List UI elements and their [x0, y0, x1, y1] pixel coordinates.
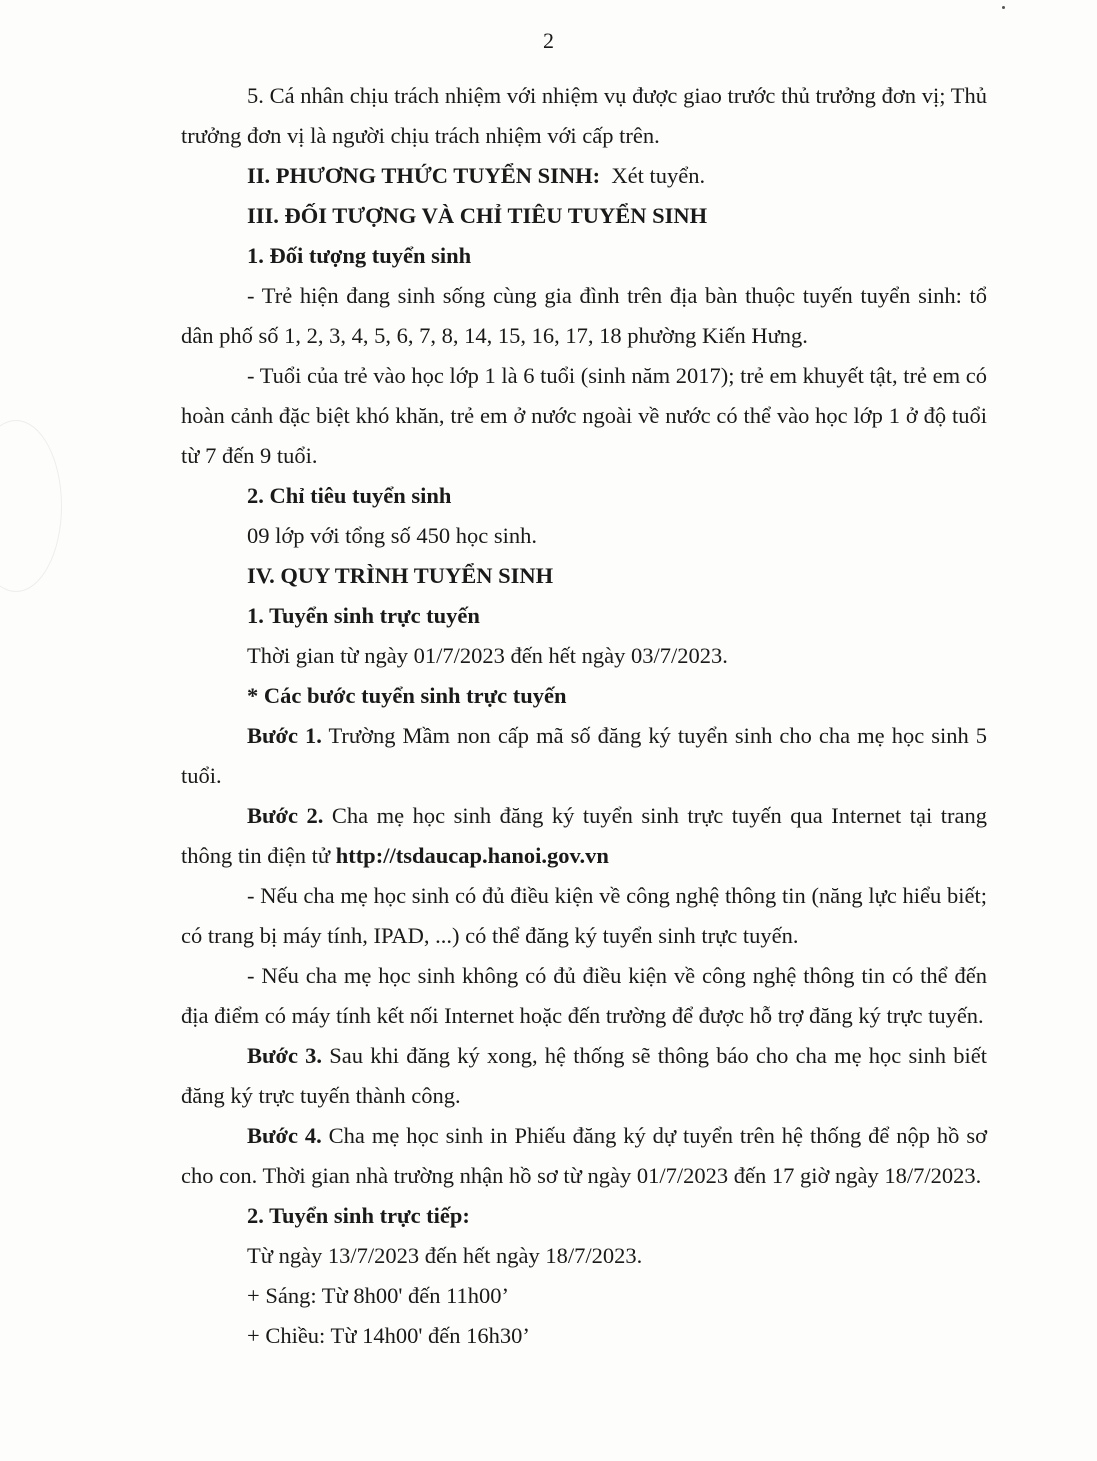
step-1-text: Trường Mầm non cấp mã số đăng ký tuyển sinh cho cha mẹ học sinh 5 tuổi.: [181, 723, 987, 788]
section-iv-sub2-heading: 2. Tuyển sinh trực tiếp:: [247, 1203, 470, 1228]
page-number: 2: [543, 28, 554, 53]
step-2-note-2: - Nếu cha mẹ học sinh không có đủ điều kiện về công nghệ thông tin có thể đến địa điểm có máy tính kết nối Internet hoặc đến trường để được hỗ trợ đăng ký trực tuyến.: [181, 963, 987, 1028]
section-iii-sub2-text: 09 lớp với tổng số 450 học sinh.: [247, 523, 538, 548]
morning-hours: + Sáng: Từ 8h00' đến 11h00’: [247, 1283, 510, 1308]
section-ii-heading: II. PHƯƠNG THỨC TUYỂN SINH:: [247, 163, 601, 188]
faint-seal-shadow: [0, 420, 62, 592]
step-2-label: Bước 2.: [247, 803, 324, 828]
section-iv-heading: IV. QUY TRÌNH TUYỂN SINH: [247, 563, 554, 588]
section-ii-line: [181, 156, 987, 196]
step-4: [181, 1116, 987, 1196]
document-body: [181, 76, 987, 1356]
section-iv-sub1-heading: 1. Tuyển sinh trực tuyến: [247, 603, 480, 628]
scan-speck: [1002, 6, 1005, 9]
afternoon-hours: + Chiều: Từ 14h00' đến 16h30’: [247, 1323, 530, 1348]
step-2-url: http://tsdaucap.hanoi.gov.vn: [335, 843, 609, 868]
section-iv-sub1-time: Thời gian từ ngày 01/7/2023 đến hết ngày 03/7/2023.: [247, 643, 728, 668]
step-3: [181, 1036, 987, 1116]
paragraph-5: 5. Cá nhân chịu trách nhiệm với nhiệm vụ được giao trước thủ trưởng đơn vị; Thủ trưởng đơn vị là người chịu trách nhiệm với cấp trên.: [181, 83, 987, 148]
section-iii-sub1-item1: - Trẻ hiện đang sinh sống cùng gia đình trên địa bàn thuộc tuyến tuyển sinh: tổ dân phố số 1, 2, 3, 4, 5, 6, 7, 8, 14, 15, 16, 17, 18 phường Kiến Hưng.: [181, 283, 987, 348]
section-iii-sub2-heading: 2. Chỉ tiêu tuyển sinh: [247, 483, 452, 508]
step-2-text: Cha mẹ học sinh đăng ký tuyển sinh trực tuyến qua Internet tại trang thông tin điện tử: [181, 803, 987, 868]
section-iii-heading: III. ĐỐI TƯỢNG VÀ CHỈ TIÊU TUYỂN SINH: [247, 203, 708, 228]
step-2-note-1: - Nếu cha mẹ học sinh có đủ điều kiện về công nghệ thông tin (năng lực hiểu biết; có trang bị máy tính, IPAD, ...) có thể đăng ký tuyển sinh trực tuyến.: [181, 883, 987, 948]
step-3-label: Bước 3.: [247, 1043, 323, 1068]
step-1: [181, 716, 987, 796]
step-1-label: Bước 1.: [247, 723, 322, 748]
section-iii-sub1-item2: - Tuổi của trẻ vào học lớp 1 là 6 tuổi (sinh năm 2017); trẻ em khuyết tật, trẻ em có hoàn cảnh đặc biệt khó khăn, trẻ em ở nước ngoài về nước có thể vào học lớp 1 ở độ tuổi từ 7 đến 9 tuổi.: [181, 363, 987, 468]
section-iv-sub2-time: Từ ngày 13/7/2023 đến hết ngày 18/7/2023.: [247, 1243, 643, 1268]
step-3-text: Sau khi đăng ký xong, hệ thống sẽ thông báo cho cha mẹ học sinh biết đăng ký trực tuyến thành công.: [181, 1043, 987, 1108]
section-iii-sub1-heading: 1. Đối tượng tuyển sinh: [247, 243, 472, 268]
section-iv-steps-heading: * Các bước tuyển sinh trực tuyến: [247, 683, 567, 708]
section-ii-value: Xét tuyển.: [611, 163, 706, 188]
step-4-text: Cha mẹ học sinh in Phiếu đăng ký dự tuyển trên hệ thống để nộp hồ sơ cho con. Thời gian nhà trường nhận hồ sơ từ ngày 01/7/2023 đến 17 giờ ngày 18/7/2023.: [181, 1123, 987, 1188]
step-2: [181, 796, 987, 876]
step-4-label: Bước 4.: [247, 1123, 322, 1148]
